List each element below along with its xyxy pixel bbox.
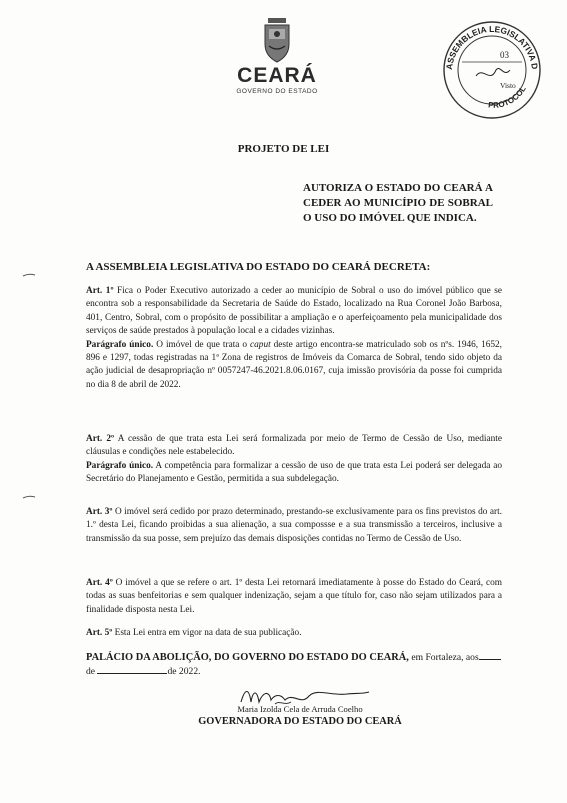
stamp-number: 03 [500, 50, 509, 60]
article-2-text: A cessão de que trata esta Lei será formalizada por meio de Termo de Cessão de Uso, mediante cláusulas e condições nele estabelecido. [86, 434, 502, 458]
article-1-paragraph-label: Parágrafo único. [86, 339, 154, 350]
margin-mark [22, 264, 36, 268]
margin-mark [22, 486, 36, 490]
article-1-paragraph-text-rest: deste artigo encontra-se matriculado sob os nºs. 1946, 1652, 896 e 1297, todas registradas na 1ª Zona de registros de Imóveis da Comarca de Sobral, tendo sido objeto da ação judicial de desapropriação nº 0057247-46.2021.8.06.0167, cuja imissão provisória da posse foi cumprida no dia 8 de abril de 2022. [86, 339, 502, 390]
article-1-text: Fica o Poder Executivo autorizado a ceder ao município de Sobral o uso do imóvel público que se encontra sob a responsabilidade da Secretaria de Saúde do Estado, localizado na Rua Coronel João Barbosa, 401, Centro, Sobral, com o propósito de possibilitar a ampliação e o aperfeiçoamento pela municipalidade dos serviços de saúde prestados à população local e a cidades vizinhas. [86, 286, 502, 337]
article-3-label: Art. 3º [86, 507, 113, 517]
article-2-paragraph-text: A competência para formalizar a cessão de uso de que trata esta Lei poderá ser delegada ao Secretário do Planejamento e Gestão, permitida a sua subdelegação. [86, 460, 502, 485]
article-5-label: Art. 5º [86, 628, 113, 638]
stamp-bottom-text: PROTOCOL [487, 84, 528, 110]
city-text-de: de [86, 665, 98, 677]
article-5-text: Esta Lei entra em vigor na data de sua publicação. [112, 628, 302, 638]
caput-term: caput [250, 339, 271, 350]
article-4 [86, 577, 502, 617]
city-text: em Fortaleza, aos [408, 652, 479, 663]
page-title: PROJETO DE LEI [237, 143, 330, 155]
signer-title: GOVERNADORA DO ESTADO DO CEARÁ [198, 716, 402, 727]
stamp-top-text: ASSEMBLEIA LEGISLATIVA D [443, 23, 540, 71]
article-2-paragraph-label: Parágrafo único. [86, 460, 154, 471]
article-1-paragraph-text: O imóvel de que trata o [153, 339, 251, 350]
article-4-label: Art. 4º [86, 578, 113, 588]
year-text: de 2022. [167, 665, 201, 677]
ementa: AUTORIZA O ESTADO DO CEARÁ A CEDER AO MUNICÍPIO DE SOBRAL O USO DO IMÓVEL QUE INDICA. [303, 182, 493, 224]
article-2-label: Art. 2º [86, 434, 115, 444]
article-3-text: O imóvel será cedido por prazo determinado, prestando-se exclusivamente para os fins previstos do art. 1.º desta Lei, ficando proibidas a sua alienação, a sua compossse e a sua transmissão a terceiros, inclusive a transmissão da sua posse, sem prejuízo das demais disposições contidas no Termo de Cessão de Uso. [86, 507, 502, 544]
article-4-text: O imóvel a que se refere o art. 1º desta Lei retornará imediatamente à posse do Estado do Ceará, com todas as suas benfeitorias e sem qualquer indenização, sejam a que título for, caso não sejam utilizados para a finalidade disposta nesta Lei. [86, 578, 502, 615]
closing-formula [86, 651, 502, 678]
protocol-stamp [438, 14, 546, 122]
month-blank [97, 673, 167, 674]
enacting-clause: A ASSEMBLEIA LEGISLATIVA DO ESTADO DO CEARÁ DECRETA: [86, 261, 431, 273]
article-2 [86, 433, 502, 487]
palace-line: PALÁCIO DA ABOLIÇÃO, DO GOVERNO DO ESTADO DO CEARÁ, [86, 652, 409, 663]
article-1 [86, 285, 502, 392]
day-blank [479, 659, 501, 660]
coat-of-arms-icon [232, 16, 322, 69]
stamp-visto: Visto [500, 81, 516, 90]
brand-title: CEARÁ [237, 64, 317, 87]
signer-name: Maria Izolda Cela de Arruda Coelho [237, 704, 363, 714]
article-3 [86, 506, 502, 546]
article-1-label: Art. 1º [86, 286, 114, 296]
article-5 [86, 627, 502, 640]
brand-subtitle: GOVERNO DO ESTADO [236, 88, 318, 95]
